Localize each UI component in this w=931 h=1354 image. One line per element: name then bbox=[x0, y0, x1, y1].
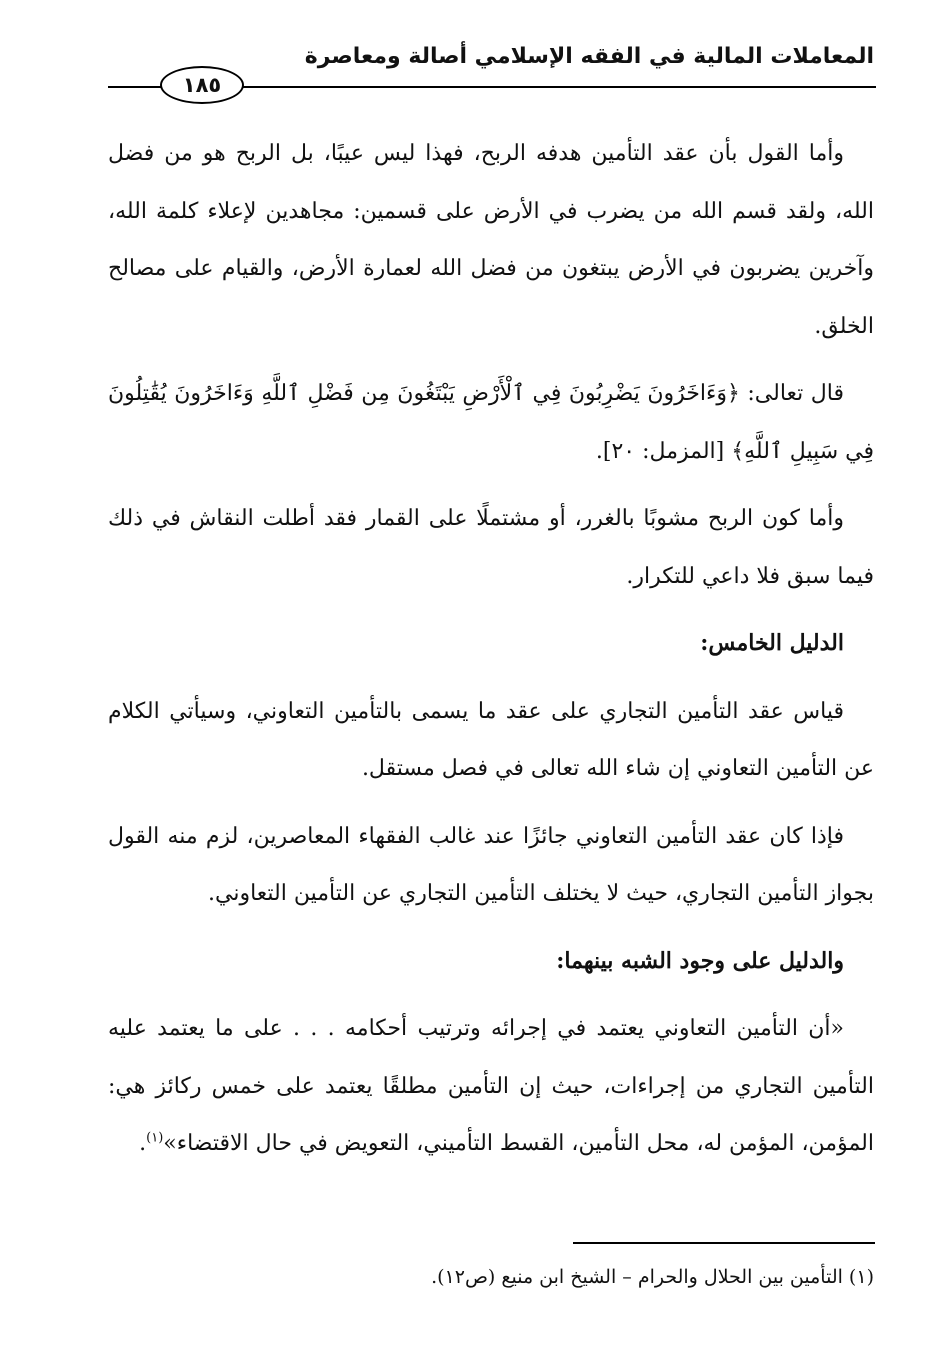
paragraph-gharar: وأما كون الربح مشوبًا بالغرر، أو مشتملًا على القمار فقد أطلت النقاش في ذلك فيما سبق فلا داعي للتكرار. bbox=[108, 506, 874, 589]
page-number: ١٨٥ bbox=[160, 66, 244, 104]
paragraph-cooperative: فإذا كان عقد التأمين التعاوني جائزًا عند غالب الفقهاء المعاصرين، لزم منه القول بجواز التأمين التجاري، حيث لا يختلف التأمين التجاري عن التأمين التعاوني. bbox=[108, 823, 874, 906]
footnote-reference: (١) bbox=[146, 1130, 164, 1146]
quotation-text: «أن التأمين التعاوني يعتمد في إجرائه وترتيب أحكامه . . . على ما يعتمد عليه التأمين التجاري من إجراءات، حيث إن التأمين مطلقًا يعتمد على خمس ركائز هي: المؤمن، المؤمن له، محل التأمين، القسط التأميني، التعويض في حال الاقتضاء» bbox=[108, 1016, 874, 1156]
paragraph-analogy: قياس عقد التأمين التجاري على عقد ما يسمى بالتأمين التعاوني، وسيأتي الكلام عن التأمين التعاوني إن شاء الله تعالى في فصل مستقل. bbox=[108, 698, 874, 781]
footnote: (١) التأمين بين الحلال والحرام – الشيخ ابن منيع (ص١٢). bbox=[431, 1266, 874, 1288]
paragraph-profit: وأما القول بأن عقد التأمين هدفه الربح، فهذا ليس عيبًا، بل الربح هو من فضل الله، ولقد قسم الله من يضرب في الأرض على قسمين: مجاهدين لإعلاء كلمة الله، وآخرين يضربون في الأرض يبتغون من فضل الله لعمارة الأرض، والقيام على مصالح الخلق. bbox=[108, 141, 874, 339]
heading-similarity-evidence: والدليل على وجود الشبه بينهما: bbox=[556, 947, 844, 974]
footnote-rule bbox=[573, 1242, 875, 1244]
heading-fifth-evidence: الدليل الخامس: bbox=[700, 630, 844, 656]
running-header-title: المعاملات المالية في الفقه الإسلامي أصالة ومعاصرة bbox=[304, 44, 874, 69]
paragraph-quran-verse: قال تعالى: ﴿وَءَاخَرُونَ يَضْرِبُونَ فِي ٱلْأَرْضِ يَبْتَغُونَ مِن فَضْلِ ٱللَّهِ وَءَاخَرُونَ يُقَٰتِلُونَ فِي سَبِيلِ ٱللَّهِ﴾ [المزمل: ٢٠]. bbox=[108, 381, 874, 464]
body-text bbox=[108, 125, 874, 1183]
quotation-end-mark: . bbox=[139, 1131, 147, 1156]
paragraph-quotation bbox=[108, 1000, 874, 1173]
